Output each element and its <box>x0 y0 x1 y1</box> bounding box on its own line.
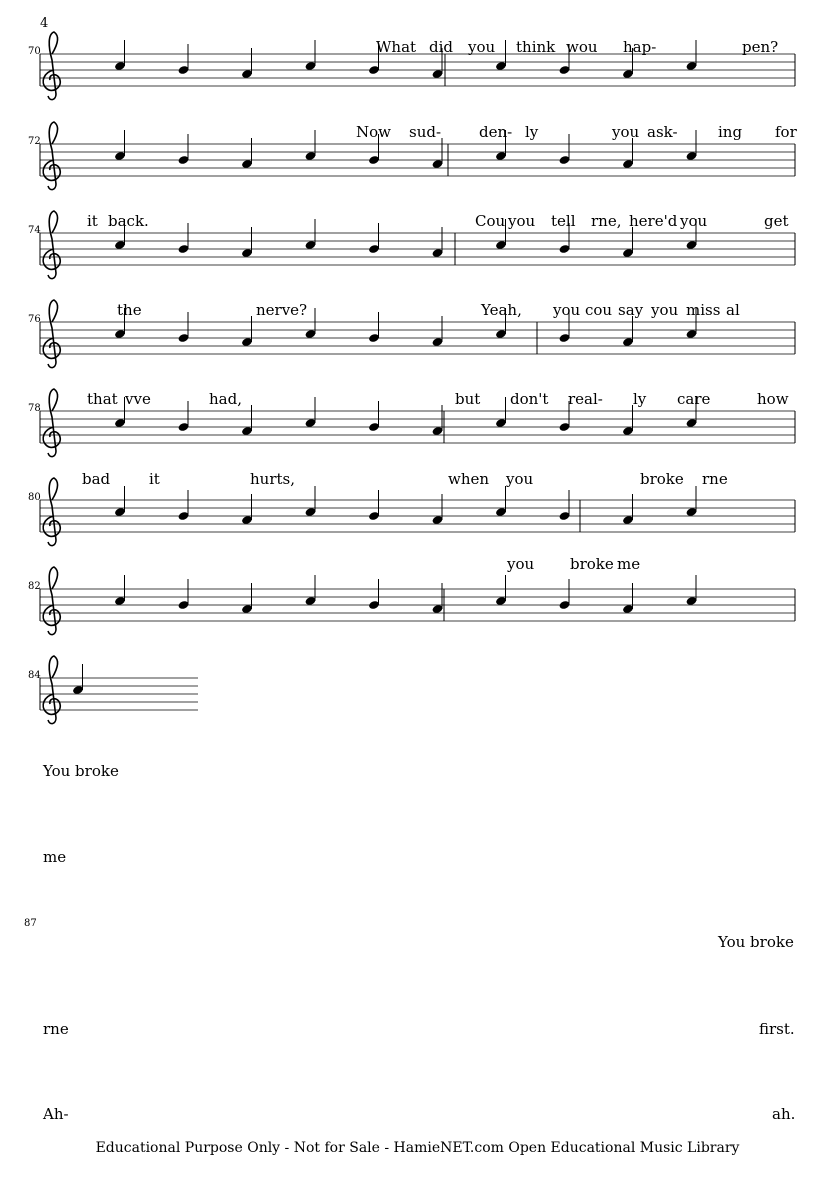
lyric: real- <box>568 390 603 408</box>
lyric: Now <box>356 123 391 141</box>
lyric: you <box>468 38 496 56</box>
lyric: but <box>455 390 481 408</box>
lyric: You broke <box>43 762 119 780</box>
treble-clef-icon <box>43 32 60 100</box>
lyric: hap- <box>623 38 657 56</box>
lyric: You broke <box>718 933 794 951</box>
lyric: hurts, <box>250 470 295 488</box>
lyric: it <box>149 470 160 488</box>
lyric: for <box>775 123 797 141</box>
measure-number: 72 <box>28 136 41 147</box>
lyric: that <box>87 390 118 408</box>
lyric: bad <box>82 470 111 488</box>
lyric: ah. <box>772 1105 796 1123</box>
treble-clef-icon <box>43 389 60 457</box>
lyric: broke <box>640 470 684 488</box>
lyric: care <box>677 390 711 408</box>
measure-number: 87 <box>24 918 37 929</box>
lyric: miss <box>686 301 721 319</box>
page-number: 4 <box>40 16 49 31</box>
lyric: Ah- <box>43 1105 69 1123</box>
lyric: den- <box>479 123 513 141</box>
lyric: back. <box>108 212 149 230</box>
lyric: you <box>553 301 581 319</box>
lyric: had, <box>209 390 242 408</box>
lyric: how <box>757 390 789 408</box>
lyric: wou <box>566 38 598 56</box>
lyric: cou <box>585 301 613 319</box>
treble-clef-icon <box>43 567 60 635</box>
measure-number: 82 <box>28 581 41 592</box>
lyric: here'd <box>629 212 678 230</box>
measure-number: 84 <box>28 670 41 681</box>
lyric: ask- <box>647 123 678 141</box>
lyric: you <box>612 123 640 141</box>
lyric: ly <box>633 390 647 408</box>
lyric: rne <box>702 470 728 488</box>
measure-number: 76 <box>28 314 41 325</box>
treble-clef-icon <box>43 122 60 190</box>
lyric: vve <box>125 390 151 408</box>
measure-number: 80 <box>28 492 41 503</box>
measure-number: 70 <box>28 46 41 57</box>
lyric: me <box>617 555 641 573</box>
lyric: pen? <box>742 38 779 56</box>
lyric: What <box>376 38 417 56</box>
lyric: al <box>726 301 740 319</box>
lyric: don't <box>510 390 549 408</box>
lyric: tell <box>551 212 576 230</box>
lyric: did <box>429 38 454 56</box>
lyric: the <box>117 301 142 319</box>
lyric: it <box>87 212 98 230</box>
treble-clef-icon <box>43 478 60 546</box>
treble-clef-icon <box>43 300 60 368</box>
lyric: Yeah, <box>481 301 522 319</box>
lyric: ing <box>718 123 743 141</box>
lyric: you <box>680 212 708 230</box>
treble-clef-icon <box>43 211 60 279</box>
lyric: you <box>506 470 534 488</box>
lyric: say <box>618 301 644 319</box>
lyric: me <box>43 848 67 866</box>
lyric: rne <box>43 1020 69 1038</box>
lyric: you <box>508 212 536 230</box>
measure-number: 74 <box>28 225 41 236</box>
footer: Educational Purpose Only - Not for Sale - HamieNET.com Open Educational Music Library <box>95 1140 740 1156</box>
lyric: you <box>507 555 535 573</box>
lyric: when <box>448 470 490 488</box>
measure-number: 78 <box>28 403 41 414</box>
lyric: ly <box>525 123 539 141</box>
lyric: think <box>516 38 556 56</box>
lyric: rne, <box>591 212 622 230</box>
lyric: broke <box>570 555 614 573</box>
lyric: first. <box>759 1020 795 1038</box>
lyric: get <box>764 212 789 230</box>
lyric: you <box>651 301 679 319</box>
lyric: sud- <box>409 123 442 141</box>
treble-clef-icon <box>43 656 60 724</box>
lyric: nerve? <box>256 301 308 319</box>
lyric: Cou <box>475 212 506 230</box>
